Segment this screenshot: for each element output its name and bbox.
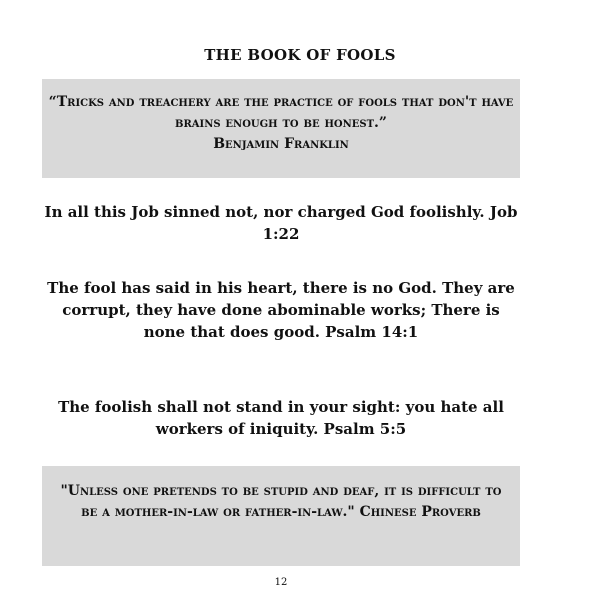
page-title: THE BOOK OF FOOLS xyxy=(204,46,396,64)
quote-text: “Tricks and treachery are the practice of fools that don't have brains enough to be honest.” xyxy=(48,94,514,131)
quote-box-proverb xyxy=(42,466,520,566)
quote-box-franklin xyxy=(42,79,520,178)
verse-psalm-14: The fool has said in his heart, there is no God. They are corrupt, they have done abominable works; There is none that does good. Psalm 14:1 xyxy=(47,279,515,341)
page-number: 12 xyxy=(274,577,288,588)
quote-author: Benjamin Franklin xyxy=(213,136,349,152)
quote-text: "Unless one pretends to be stupid and deaf, it is difficult to be a mother-in-law or father-in-law." Chinese Proverb xyxy=(60,483,502,520)
verse-psalm-5: The foolish shall not stand in your sight: you hate all workers of iniquity. Psalm 5:5 xyxy=(58,398,504,438)
verse-job: In all this Job sinned not, nor charged God foolishly. Job 1:22 xyxy=(44,203,518,243)
